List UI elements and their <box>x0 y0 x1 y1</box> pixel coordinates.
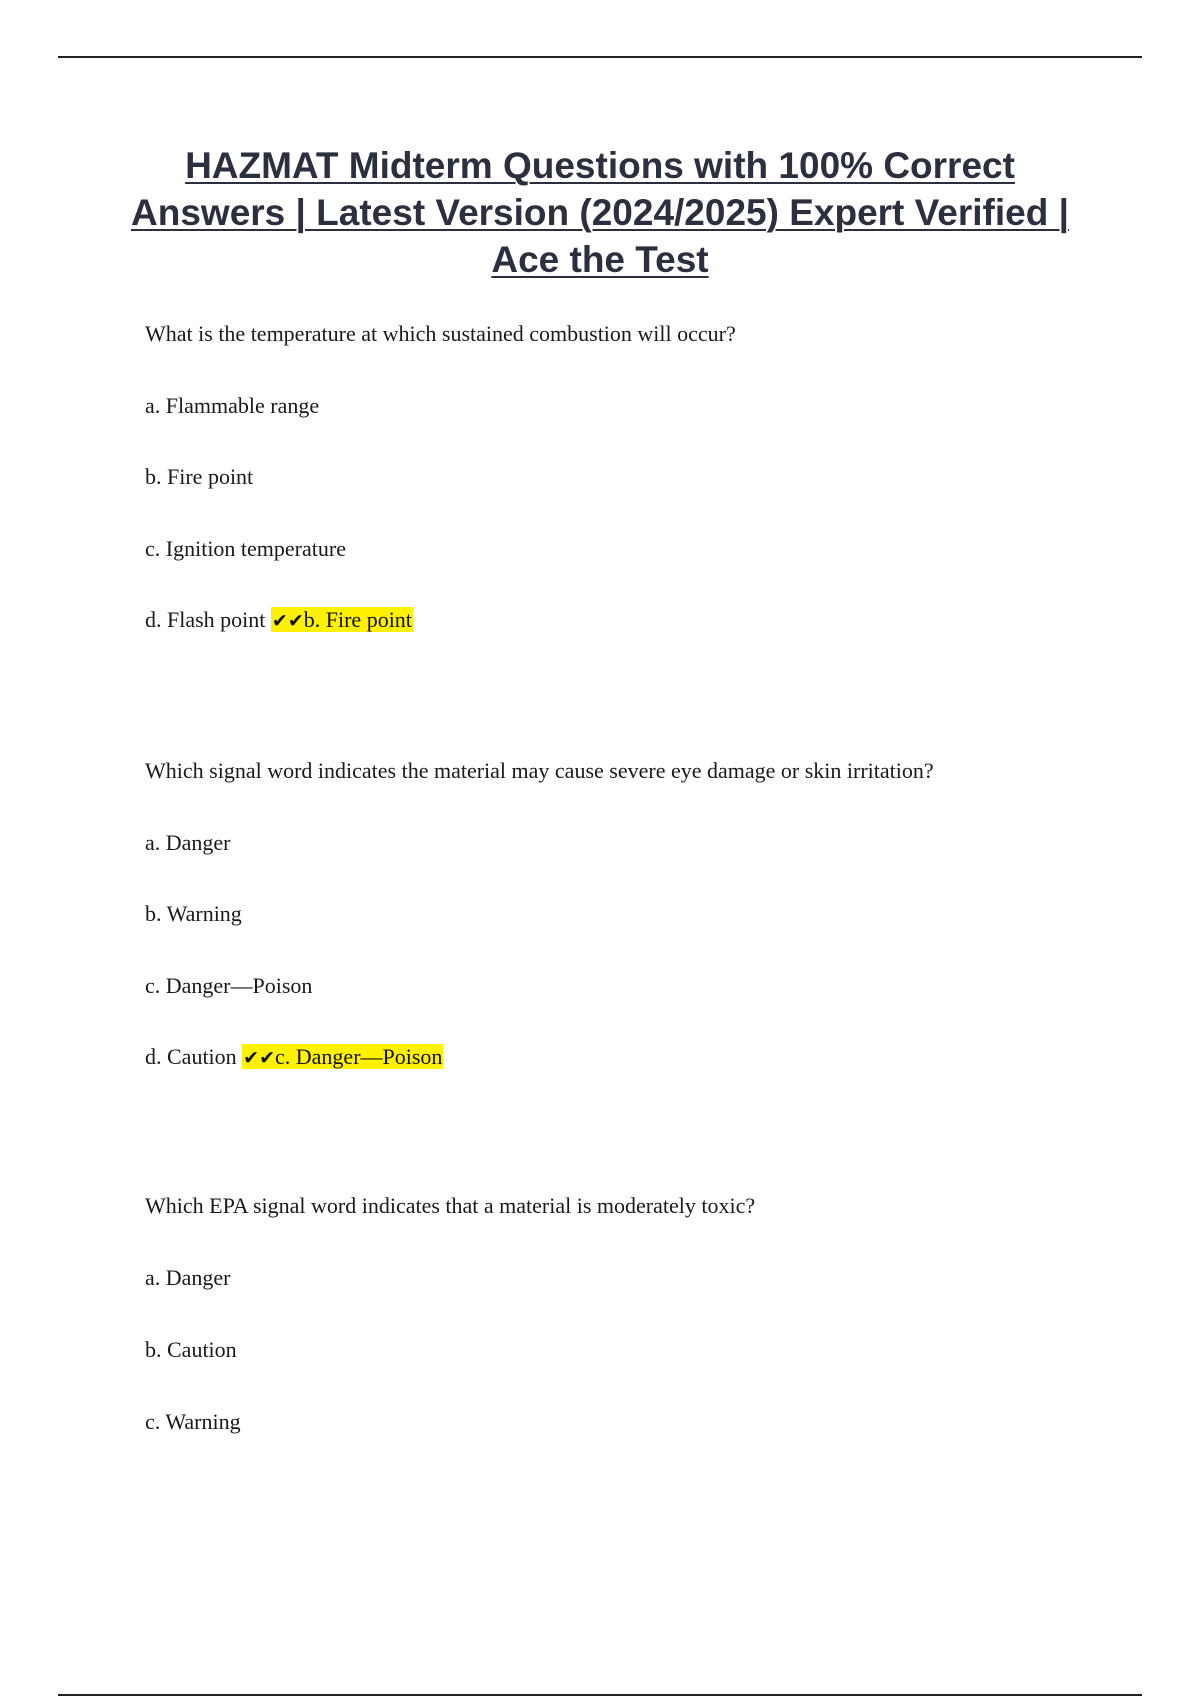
question-1-text: What is the temperature at which sustained combustion will occur? <box>145 321 736 346</box>
header-rule <box>58 56 1142 58</box>
question-3-option-a: a. Danger <box>145 1265 231 1290</box>
question-1-answer-highlight <box>271 607 413 632</box>
question-1-option-c: c. Ignition temperature <box>145 536 346 561</box>
question-2-option-d: d. Caution <box>145 1044 237 1069</box>
question-2-option-d-row <box>145 1043 443 1072</box>
question-1-answer: b. Fire point <box>303 607 412 632</box>
question-2-answer-highlight <box>242 1044 443 1069</box>
question-1-option-b: b. Fire point <box>145 464 254 489</box>
question-2-text: Which signal word indicates the material may cause severe eye damage or skin irritation? <box>145 758 934 783</box>
question-2-option-c: c. Danger—Poison <box>145 973 313 998</box>
question-1-option-a: a. Flammable range <box>145 393 320 418</box>
question-2-option-a: a. Danger <box>145 830 231 855</box>
question-2-option-b: b. Warning <box>145 901 242 926</box>
question-3-option-b: b. Caution <box>145 1337 237 1362</box>
question-3-text: Which EPA signal word indicates that a material is moderately toxic? <box>145 1193 756 1218</box>
check-mark-icon: ✔✔ <box>243 1047 276 1069</box>
question-1-option-d: d. Flash point <box>145 607 266 632</box>
question-1-option-d-row <box>145 606 413 635</box>
question-3-option-c: c. Warning <box>145 1409 241 1434</box>
question-2-answer: c. Danger—Poison <box>275 1044 443 1069</box>
check-mark-icon: ✔✔ <box>271 610 304 632</box>
page-title <box>120 142 1080 283</box>
page-title-text: HAZMAT Midterm Questions with 100% Correct Answers | Latest Version (2024/2025) Expert Verified | Ace the Test <box>131 145 1069 280</box>
footer-rule <box>58 1694 1142 1696</box>
